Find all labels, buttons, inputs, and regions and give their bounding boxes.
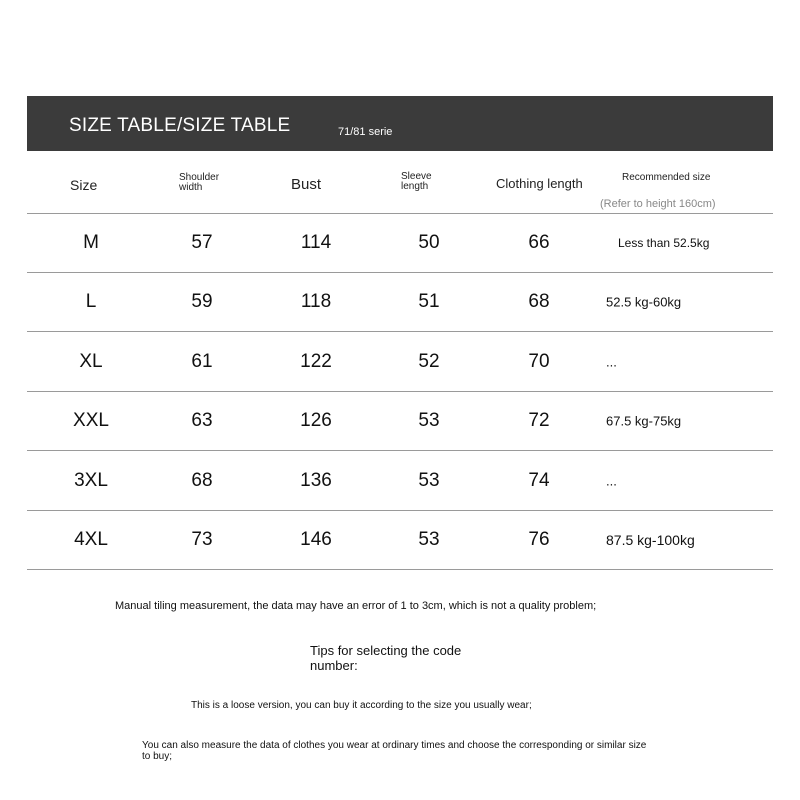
cell-shoulder: 73 [191,528,213,550]
cell-shoulder: 59 [191,290,213,312]
cell-bust: 122 [300,350,332,372]
table-header [27,151,773,214]
cell-length: 70 [528,350,550,372]
cell-sleeve: 53 [418,409,440,431]
cell-sleeve: 50 [418,231,440,253]
cell-sleeve: 53 [418,528,440,550]
cell-length: 66 [528,231,550,253]
tips-heading: Tips for selecting the code number: [310,643,462,673]
header-size: Size [70,177,98,193]
cell-size: 3XL [74,469,108,491]
cell-size: XL [79,350,103,372]
cell-recommended: Less than 52.5kg [618,235,710,250]
header-refer-height: (Refer to height 160cm) [600,198,716,210]
header-bust: Bust [291,176,322,193]
header-sleeve-length: Sleeve length [401,171,432,192]
header-clothing-length: Clothing length [496,176,583,191]
cell-length: 76 [528,528,550,550]
loose-version-note: This is a loose version, you can buy it according to the size you usually wear; [191,700,532,711]
table-row [27,213,773,273]
table-row [27,332,773,392]
header-recommended-size: Recommended size [622,172,711,183]
cell-sleeve: 53 [418,469,440,491]
cell-size: L [85,290,97,312]
cell-recommended: 52.5 kg-60kg [606,294,682,309]
cell-size: 4XL [74,528,108,550]
cell-recommended: ... [606,354,617,369]
measure-clothes-note: You can also measure the data of clothes you wear at ordinary times and choose the corresponding or similar size to buy; [142,740,647,762]
cell-bust: 118 [300,290,332,312]
table-row [27,272,773,332]
cell-shoulder: 57 [191,231,213,253]
measurement-note: Manual tiling measurement, the data may have an error of 1 to 3cm, which is not a quality problem; [115,600,597,612]
cell-bust: 114 [300,231,332,253]
page-title: SIZE TABLE/SIZE TABLE [69,115,291,136]
series-label: 71/81 serie [338,126,393,138]
cell-bust: 146 [300,528,332,550]
header-shoulder-width: Shoulder width [179,172,220,193]
cell-length: 74 [528,469,550,491]
table-row [27,391,773,451]
cell-recommended: 67.5 kg-75kg [606,413,682,428]
cell-recommended: ... [606,473,617,488]
cell-bust: 126 [300,409,332,431]
cell-sleeve: 52 [418,350,440,372]
cell-shoulder: 63 [191,409,213,431]
cell-shoulder: 68 [191,469,213,491]
cell-sleeve: 51 [418,290,440,312]
cell-size: XXL [73,409,109,431]
table-row [27,510,773,570]
cell-recommended: 87.5 kg-100kg [606,531,695,548]
title-banner [27,96,773,151]
cell-size: M [83,231,99,253]
cell-length: 72 [528,409,550,431]
cell-length: 68 [528,290,550,312]
cell-bust: 136 [300,469,332,491]
table-row [27,451,773,511]
cell-shoulder: 61 [191,350,213,372]
